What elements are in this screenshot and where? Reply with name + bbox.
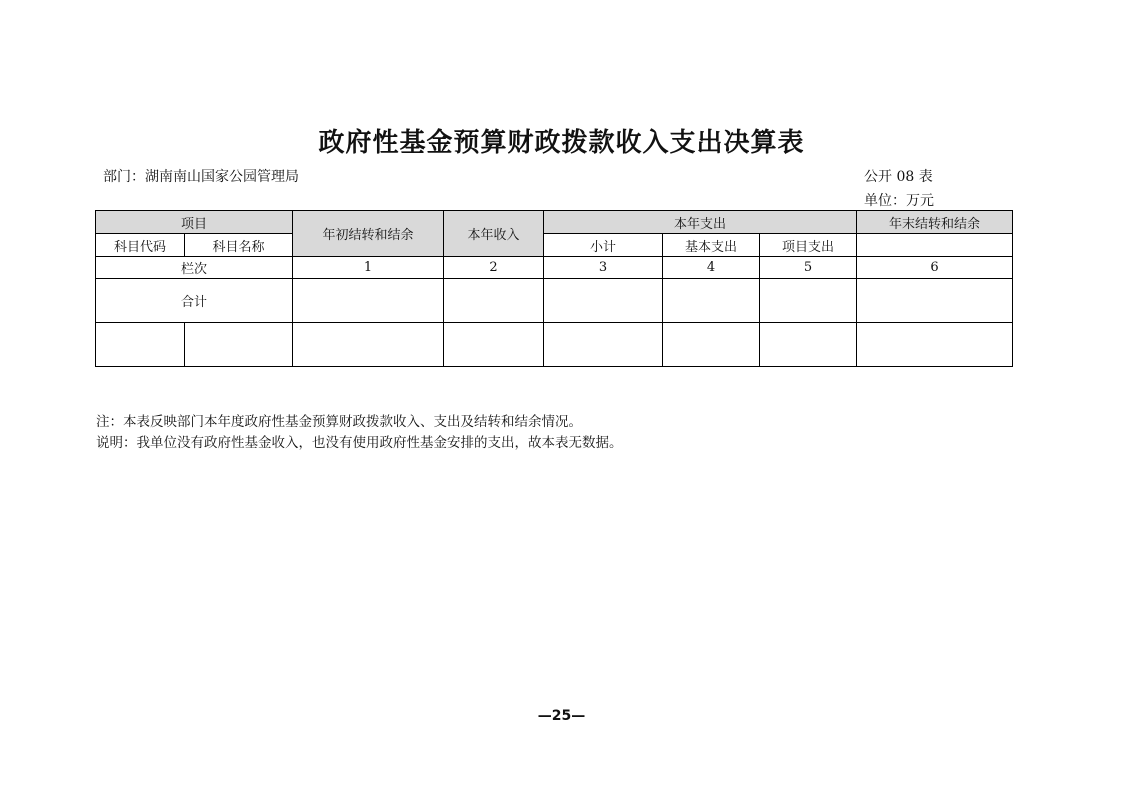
table-row <box>96 323 1013 367</box>
empty-cell-4 <box>663 323 760 367</box>
column-index-label: 栏次 <box>96 257 293 279</box>
header-closing-balance: 年末结转和结余 <box>857 211 1013 234</box>
empty-cell-code <box>96 323 185 367</box>
empty-cell-5 <box>760 323 857 367</box>
empty-cell-name <box>185 323 293 367</box>
header-subject-code: 科目代码 <box>96 234 185 257</box>
total-cell-5 <box>760 279 857 323</box>
column-number-6: 6 <box>857 257 1013 279</box>
form-number: 公开 08 表 <box>864 169 933 185</box>
page-number: —25— <box>537 708 586 724</box>
column-number-1: 1 <box>293 257 444 279</box>
total-cell-1 <box>293 279 444 323</box>
report-table <box>95 210 1013 367</box>
total-label: 合计 <box>96 279 293 323</box>
header-row-1 <box>96 211 1013 234</box>
notes-section <box>96 412 623 454</box>
header-closing-balance-sub <box>857 234 1013 257</box>
header-basic-expenditure: 基本支出 <box>663 234 760 257</box>
column-number-5: 5 <box>760 257 857 279</box>
total-row <box>96 279 1013 323</box>
unit-label: 单位：万元 <box>864 193 934 209</box>
explanation-text: 说明：我单位没有政府性基金收入，也没有使用政府性基金安排的支出，故本表无数据。 <box>96 435 623 451</box>
note-text: 注：本表反映部门本年度政府性基金预算财政拨款收入、支出及结转和结余情况。 <box>96 414 582 430</box>
report-title: 政府性基金预算财政拨款收入支出决算表 <box>318 128 805 158</box>
total-cell-6 <box>857 279 1013 323</box>
empty-cell-3 <box>544 323 663 367</box>
header-subtotal: 小计 <box>544 234 663 257</box>
total-cell-4 <box>663 279 760 323</box>
column-number-3: 3 <box>544 257 663 279</box>
header-opening-balance: 年初结转和结余 <box>293 211 444 257</box>
empty-cell-6 <box>857 323 1013 367</box>
total-cell-2 <box>444 279 544 323</box>
empty-cell-1 <box>293 323 444 367</box>
empty-cell-2 <box>444 323 544 367</box>
header-item: 项目 <box>96 211 293 234</box>
department-label: 部门：湖南南山国家公园管理局 <box>103 169 299 185</box>
header-current-income: 本年收入 <box>444 211 544 257</box>
column-number-4: 4 <box>663 257 760 279</box>
header-current-expenditure: 本年支出 <box>544 211 857 234</box>
column-number-2: 2 <box>444 257 544 279</box>
header-subject-name: 科目名称 <box>185 234 293 257</box>
header-project-expenditure: 项目支出 <box>760 234 857 257</box>
total-cell-3 <box>544 279 663 323</box>
column-index-row <box>96 257 1013 279</box>
